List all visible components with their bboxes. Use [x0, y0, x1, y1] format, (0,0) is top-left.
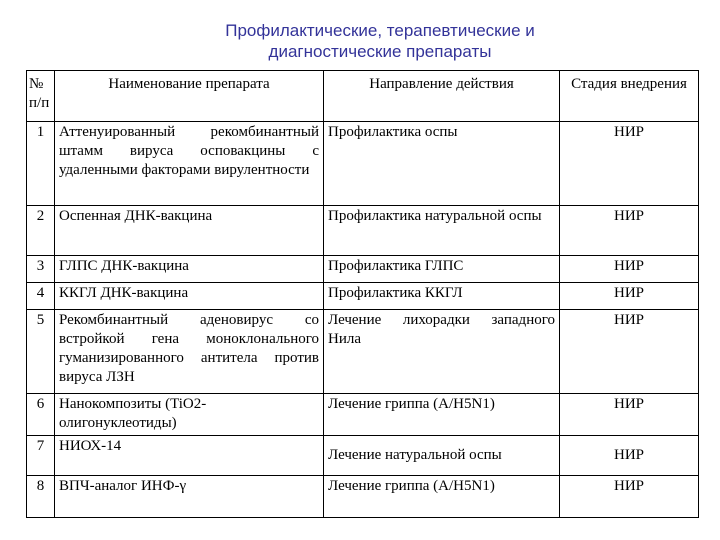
row-action: Профилактика ККГЛ: [324, 283, 560, 310]
title-line-1: Профилактические, терапевтические и: [225, 21, 535, 40]
table-row: [27, 122, 699, 206]
table-row: [27, 436, 699, 476]
table-row: [27, 394, 699, 436]
header-name: Наименование препарата: [55, 71, 324, 122]
table-row: [27, 476, 699, 518]
row-name: Нанокомпозиты (TiO2-олигонуклеотиды): [55, 394, 324, 436]
row-action: Лечение гриппа (A/H5N1): [324, 394, 560, 436]
row-action: Профилактика ГЛПС: [324, 256, 560, 283]
row-name: ККГЛ ДНК-вакцина: [55, 283, 324, 310]
row-name: Оспенная ДНК-вакцина: [55, 206, 324, 256]
table-header-row: [27, 71, 699, 122]
row-name: НИОХ-14: [55, 436, 324, 476]
row-name: ВПЧ-аналог ИНФ-γ: [55, 476, 324, 518]
row-num: 4: [27, 283, 55, 310]
row-num: 1: [27, 122, 55, 206]
preparations-table: [26, 70, 699, 518]
row-action: Лечение натуральной оспы: [324, 436, 560, 476]
table-row: [27, 206, 699, 256]
row-action: Лечение гриппа (A/H5N1): [324, 476, 560, 518]
table-row: [27, 256, 699, 283]
row-stage: НИР: [560, 436, 699, 476]
row-stage: НИР: [560, 394, 699, 436]
row-name: ГЛПС ДНК-вакцина: [55, 256, 324, 283]
header-stage: Стадия внедрения: [560, 71, 699, 122]
row-action: Профилактика натуральной оспы: [324, 206, 560, 256]
row-action: Профилактика оспы: [324, 122, 560, 206]
table-row: [27, 310, 699, 394]
row-stage: НИР: [560, 283, 699, 310]
row-stage: НИР: [560, 206, 699, 256]
page-title: [0, 20, 720, 62]
title-line-2: диагностические препараты: [268, 42, 492, 61]
row-stage: НИР: [560, 256, 699, 283]
row-name: Аттенуированный рекомбинантный штамм вируса осповакцины с удаленными факторами вирулентности: [55, 122, 324, 206]
row-num: 5: [27, 310, 55, 394]
row-num: 8: [27, 476, 55, 518]
header-action: Направление действия: [324, 71, 560, 122]
row-action: Лечение лихорадки западного Нила: [324, 310, 560, 394]
row-name: Рекомбинантный аденовирус со встройкой гена моноклонального гуманизированного антитела против вируса ЛЗН: [55, 310, 324, 394]
row-num: 7: [27, 436, 55, 476]
row-num: 3: [27, 256, 55, 283]
row-num: 6: [27, 394, 55, 436]
row-stage: НИР: [560, 476, 699, 518]
table-row: [27, 283, 699, 310]
header-num: № п/п: [27, 71, 55, 122]
row-stage: НИР: [560, 122, 699, 206]
row-stage: НИР: [560, 310, 699, 394]
row-num: 2: [27, 206, 55, 256]
